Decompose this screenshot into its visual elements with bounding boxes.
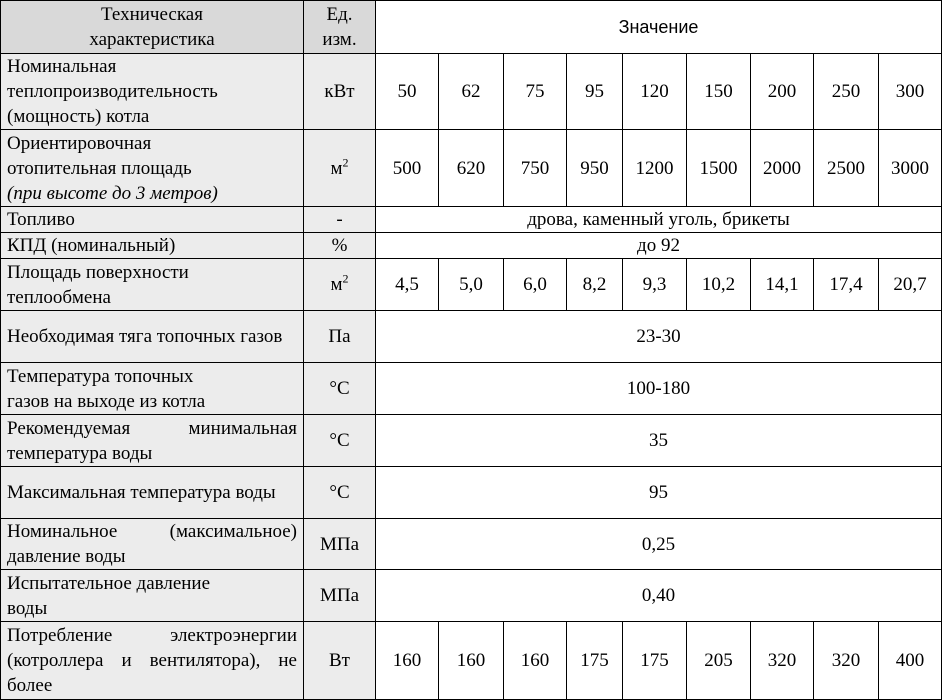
table-row	[1, 130, 942, 207]
characteristic-cell	[1, 311, 304, 363]
characteristic-line: воды	[7, 597, 48, 619]
value-cell: 62	[439, 54, 504, 130]
value-cell-merged: 0,40	[376, 570, 942, 622]
characteristic-note: (при высоте до 3 метров)	[7, 182, 218, 204]
characteristic-line: отопительная площадь	[7, 157, 192, 179]
unit-cell	[304, 519, 376, 570]
value-cell: 320	[814, 622, 879, 700]
unit-superscript: 2	[342, 271, 349, 286]
table-row	[1, 570, 942, 622]
value-cell: 4,5	[376, 259, 439, 311]
unit-text: %	[331, 235, 348, 256]
value-cell: 14,1	[751, 259, 814, 311]
characteristic-line: Площадь поверхности	[7, 261, 189, 283]
value-cell: 120	[623, 54, 687, 130]
unit-text: МПа	[319, 533, 360, 555]
characteristic-line: Испытательное давление	[7, 572, 211, 594]
unit-text: -	[336, 209, 343, 230]
value-cell-merged: до 92	[376, 233, 942, 259]
unit-cell	[304, 259, 376, 311]
characteristic-line: теплопроизводительность	[7, 81, 218, 102]
unit-cell	[304, 363, 376, 415]
value-cell-merged: дрова, каменный уголь, брикеты	[376, 207, 942, 233]
unit-cell	[304, 467, 376, 519]
table-row	[1, 363, 942, 415]
characteristic-line: КПД (номинальный)	[7, 235, 176, 256]
value-cell: 2500	[814, 130, 879, 207]
unit-text: Па	[328, 326, 351, 347]
unit-cell	[304, 54, 376, 130]
characteristic-line: (мощность) котла	[7, 106, 150, 127]
value-cell: 160	[376, 622, 439, 700]
value-cell: 160	[439, 622, 504, 700]
table-row	[1, 311, 942, 363]
table-row	[1, 415, 942, 467]
value-cell: 1500	[687, 130, 751, 207]
value-cell: 95	[567, 54, 623, 130]
header-value: Значение	[376, 1, 942, 54]
characteristic-line: Максимальная температура воды	[7, 482, 276, 503]
value-cell: 160	[504, 622, 567, 700]
unit-text: кВт	[324, 81, 355, 102]
value-cell: 1200	[623, 130, 687, 207]
header-characteristic	[1, 1, 304, 54]
table-row	[1, 622, 942, 700]
characteristic-line: газов на выходе из котла	[7, 390, 206, 412]
value-cell: 620	[439, 130, 504, 207]
unit-cell	[304, 311, 376, 363]
characteristic-line: Рекомендуемая минимальная температура воды	[7, 417, 297, 464]
characteristic-cell	[1, 207, 304, 233]
characteristic-line: Номинальная	[7, 56, 117, 77]
value-cell: 6,0	[504, 259, 567, 311]
value-cell: 8,2	[567, 259, 623, 311]
unit-cell	[304, 415, 376, 467]
unit-cell	[304, 130, 376, 207]
characteristic-line: Топливо	[7, 209, 75, 230]
value-cell: 205	[687, 622, 751, 700]
value-cell-merged: 35	[376, 415, 942, 467]
characteristic-cell	[1, 233, 304, 259]
characteristic-cell	[1, 415, 304, 467]
value-cell-merged: 100-180	[376, 363, 942, 415]
characteristic-cell	[1, 363, 304, 415]
characteristic-cell	[1, 467, 304, 519]
value-cell: 950	[567, 130, 623, 207]
characteristic-line: Ориентировочная	[7, 132, 152, 154]
value-cell: 2000	[751, 130, 814, 207]
table-row	[1, 54, 942, 130]
value-cell: 20,7	[879, 259, 942, 311]
value-cell: 9,3	[623, 259, 687, 311]
unit-text: МПа	[319, 585, 360, 606]
unit-text: °С	[329, 378, 350, 399]
value-cell: 175	[567, 622, 623, 700]
characteristic-line: Необходимая тяга топочных газов	[7, 326, 283, 347]
characteristic-line: Номинальное (максимальное) давление воды	[7, 521, 297, 567]
value-cell: 3000	[879, 130, 942, 207]
header-unit-line2: изм.	[322, 29, 357, 50]
characteristic-cell	[1, 54, 304, 130]
unit-cell	[304, 622, 376, 700]
unit-superscript: 2	[342, 155, 349, 170]
characteristic-line: Температура топочных	[7, 365, 194, 387]
table-row	[1, 233, 942, 259]
value-cell: 5,0	[439, 259, 504, 311]
table-row	[1, 207, 942, 233]
header-row	[1, 1, 942, 54]
value-cell: 200	[751, 54, 814, 130]
unit-cell	[304, 207, 376, 233]
value-cell: 50	[376, 54, 439, 130]
value-cell-merged: 23-30	[376, 311, 942, 363]
header-characteristic-line1: Техническая	[101, 4, 203, 25]
header-unit	[304, 1, 376, 54]
value-cell-merged: 95	[376, 467, 942, 519]
value-cell: 320	[751, 622, 814, 700]
value-cell: 75	[504, 54, 567, 130]
unit-text: м	[330, 157, 343, 179]
characteristic-line: теплообмена	[7, 286, 111, 308]
characteristic-cell	[1, 259, 304, 311]
table-row	[1, 467, 942, 519]
table-row	[1, 519, 942, 570]
value-cell: 750	[504, 130, 567, 207]
characteristic-line: Потребление электроэнергии (котроллера и вентилятора), не более	[7, 625, 297, 696]
value-cell: 10,2	[687, 259, 751, 311]
value-cell-merged: 0,25	[376, 519, 942, 570]
unit-text: м	[330, 274, 343, 295]
value-cell: 500	[376, 130, 439, 207]
characteristic-cell	[1, 519, 304, 570]
value-cell: 250	[814, 54, 879, 130]
unit-cell	[304, 233, 376, 259]
unit-text: °С	[329, 482, 350, 503]
value-cell: 300	[879, 54, 942, 130]
value-cell: 150	[687, 54, 751, 130]
value-cell: 175	[623, 622, 687, 700]
characteristic-cell	[1, 570, 304, 622]
value-cell: 400	[879, 622, 942, 700]
characteristic-cell	[1, 130, 304, 207]
header-characteristic-line2: характеристика	[89, 29, 215, 50]
table-row	[1, 259, 942, 311]
unit-text: Вт	[329, 650, 350, 671]
unit-text: °С	[329, 430, 350, 451]
value-cell: 17,4	[814, 259, 879, 311]
characteristic-cell	[1, 622, 304, 700]
header-unit-line1: Ед.	[326, 4, 353, 25]
unit-cell	[304, 570, 376, 622]
